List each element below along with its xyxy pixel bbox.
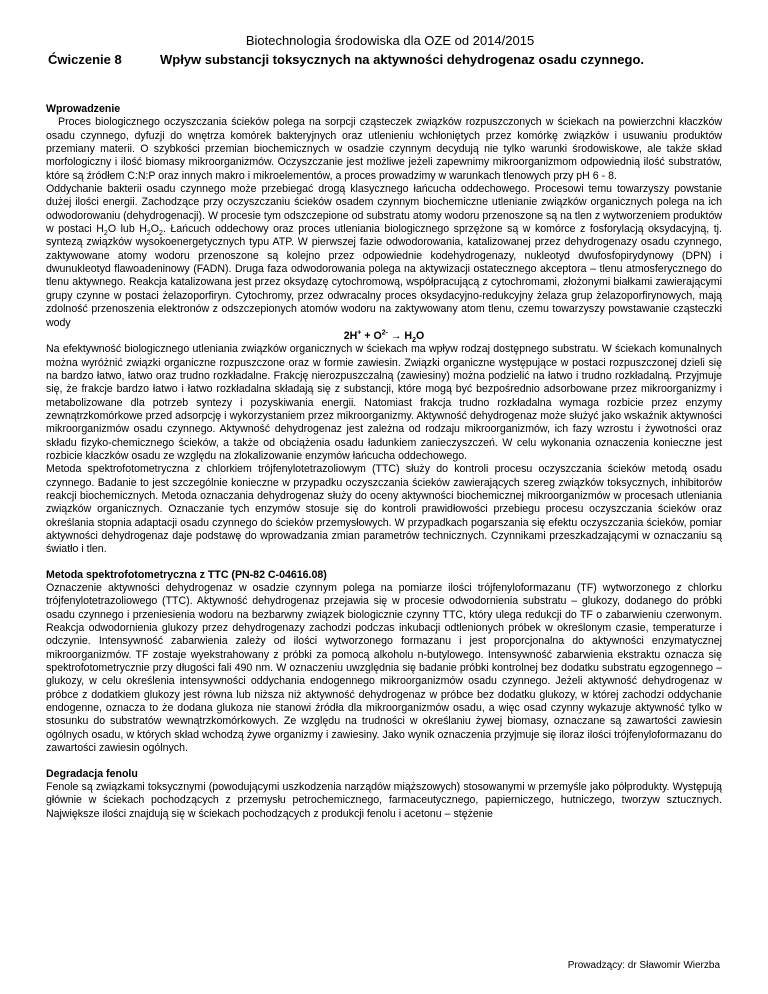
intro-paragraph-2: Oddychanie bakterii osadu czynnego może przebiegać drogą klasycznego łańcucha oddechowego. Procesowi temu towarzyszy powstanie dużej ilości energii. Zachodzące przy oczyszczaniu ścieków osadem czynnym biochemiczne utlenianie związków organicznych polega na ich odwodorowaniu (dehydrogenacji). W procesie tym odszczepione od substratu atomy wodoru przenoszone są na tlen z wytworzeniem produktów w postaci $H_2O$ lub $H_2O_2$. Łańcuch oddechowy oraz proces utleniania biologicznego sprzężone są w komórce z fosforylacją oksydacyjną, tj. syntezą związków wysokoenergetycznych typu ATP. W pierwszej fazie odwodorowania, katalizowanej przez dehydrogenazy osadu czynnego, zaktywowane atomy wodoru przenoszone są kolejno przez odpowiednie kodehydrogenazy, nukleotyd dwufosfopirydynowy (DPN) i dwunukleotyd flawoadeninowy (FADN). Druga faza odwodorowania polega na aktywizacji ostatecznego akceptora – tlenu atmosferycznego do tlenu aktywnego. Reakcja katalizowana jest przez oksydazę cytochromową, współpracującą z cytochromami, złożonymi białkami zawierającymi grupy czynne w postaci żelazoporfiryn. Cytochromy, przez odwracalny proces oksydacyjno-redukcyjny żelaza grup żelazoporfirynowych, mają zdolność przenoszenia elektronów z odszczepionych atomów wodoru na zaktywowany atom tlenu, czemu towarzyszy powstawanie cząsteczki wody: [46, 183, 722, 329]
water-formation-formula: $2H^+ + O^{2-} \to H_2O$: [343, 329, 425, 344]
intro-paragraph-1: Proces biologicznego oczyszczania ścieków polega na sorpcji cząsteczek związków rozpuszczonych w ściekach na powierzchni kłaczków osadu czynnego, dyfuzji do wnętrza komórek bakteryjnych oraz utlenieniu wchłoniętych przez komórkę związków i usuwaniu produktów przemiany materii. O szybkości przemian biochemicznych w osadzie czynnym decydują nie tylko warunki środowiskowe, ale także skład morfologiczny i ilość biomasy mikroorganizmów. Oczyszczanie jest możliwe jeżeli zapewnimy mikroorganizmom odpowiednią ilość substratów, które są źródłem C:N:P oraz innych makro i mikroelementów, a proces prowadzimy w warunkach tlenowych przy pH 6 - 8.: [46, 116, 722, 182]
intro-paragraph-3: Na efektywność biologicznego utleniania związków organicznych w ściekach ma wpływ rodzaj dostępnego substratu. W ściekach komunalnych można wyróżnić związki organiczne rozpuszczone oraz w formie zawiesin. Związki organiczne występujące w postaci rozpuszczonej dzieli się na bardzo łatwo, łatwo oraz trudno rozkładalne. Frakcję nierozpuszczalną (zawiesiny) można podzielić na łatwo i trudno rozkładalną. Przyjmuje się, że frakcje bardzo łatwo i łatwo rozkładalna składają się z substancji, które mogą być bezpośrednio adsorbowane przez mikroorganizmy i metabolizowane dla potrzeb syntezy i pozyskiwania energii. Natomiast frakcja trudno rozkładalna wymaga rozbicie przez enzymy zewnątrzkomórkowe przed adsorpcję i wykorzystaniem przez mikroorganizmy. Aktywność dehydrogenaz może służyć jako wskaźnik aktywności mikroorganizmów osadu czynnego. Aktywność dehydrogenaz jest zależna od rodzaju mikroorganizmów, ich fazy wzrostu i żywotności oraz składu fizyko-chemicznego ścieków, a także od obciążenia osadu ładunkiem zanieczyszczeń. W celu wykonania oznaczenia konieczne jest rozbicie kłaczków osadu ze względu na zlokalizowanie enzymów łańcucha oddechowego.: [46, 343, 722, 462]
document-body: [46, 103, 722, 821]
section-heading-method: Metoda spektrofotometryczna z TTC (PN-82 C-04616.08): [46, 568, 327, 581]
footer-instructor: Prowadzący: dr Sławomir Wierzba: [567, 960, 720, 971]
course-title: Biotechnologia środowiska dla OZE od 2014/2015: [245, 33, 535, 48]
exercise-title: Wpływ substancji toksycznych na aktywności dehydrogenaz osadu czynnego.: [160, 52, 645, 67]
page-header: [0, 33, 768, 69]
phenol-paragraph-1: Fenole są związkami toksycznymi (powodującymi uszkodzenia narządów miąższowych) stosowanymi w przemyśle jako półprodukty. Występują głównie w ściekach pochodzących z przemysłu petrochemicznego, farmaceutycznego, papierniczego, hutniczego, tworzyw sztucznych. Największe ilości znajdują się w ściekach pochodzących z produkcji fenolu i acetonu – stężenie: [46, 780, 722, 820]
section-heading-phenol: Degradacja fenolu: [46, 767, 138, 780]
method-paragraph-1: Oznaczenie aktywności dehydrogenaz w osadzie czynnym polega na pomiarze ilości trójfenyloformazanu (TF) wytworzonego z chlorku trójfenylotetrazoliowego (TTC). Aktywność dehydrogenaz przejawia się w procesie odwodornienia substratu – glukozy, dodanego do próbki osadu czynnego i przeniesienia wodoru na bezbarwny związek biologicznie czynny TTC, który ulega redukcji do TF o zabarwieniu czerwonym. Reakcja odwodornienia glukozy przez dehydrogenazy zachodzi podczas inkubacji odtlenionych próbek w określonym czasie, temperaturze i odczynie. Intensywność zabarwienia zależy od ilości wytworzonego formazanu i jest proporcjonalna do aktywności enzymatycznej mikroorganizmów. TF zostaje wyekstrahowany z próbki za pomocą alkoholu n-butylowego. Intensywność zabarwienia ekstraktu oznacza się spektrofotometrycznie przy długości fali 490 nm. W oznaczeniu uwzględnia się badanie próbki kontrolnej bez dodatku substratu egzogennego – glukozy, w celu określenia intensywności oddychania endogennego mikroorganizmów osadu czynnego. Jeżeli aktywność dehydrogenaz w próbce z dodatkiem glukozy jest równa lub niższa niż aktywność dehydrogenaz w próbce bez dodatku glukozy, w której zachodzi oddychanie endogenne, oznacza to że dodana glukoza nie stanowi źródła dla mikroorganizmów osadu, a więc osad czynny wykazuje aktywność tylko w stosunku do substratów wewnątrzkomórkowych. Ze względu na trudności w określaniu żywej biomasy, oznaczane są zawartości zawiesin ogólnych osadu, w których skład wchodzą żywe organizmy i zawiesiny. Jako wynik oznaczenia przyjmuje się iloraz ilości trójfenyloformazanu do zawartości zawiesin ogólnych.: [46, 582, 722, 755]
exercise-number: Ćwiczenie 8: [48, 52, 122, 67]
header-row: [0, 51, 768, 69]
intro-paragraph-4: Metoda spektrofotometryczna z chlorkiem trójfenylotetrazoliowym (TTC) służy do kontroli procesu oczyszczania ścieków metodą osadu czynnego. Badanie to jest szczególnie konieczne w przypadku oczyszczania ścieków zawierających szereg związków toksycznych, inhibitorów reakcji biochemicznych. Metoda oznaczania dehydrogenaz służy do oceny aktywności biochemicznej mikroorganizmów w procesach utleniania związków organicznych. Oznaczanie tych enzymów stosuje się do kontroli prawidłowości przebiegu procesu oczyszczania ścieków oraz określania stopnia adaptacji osadu czynnego do ścieków przemysłowych. W przypadkach pogarszania się efektu oczyszczania ścieków, pomiar aktywności dehydrogenaz daje podstawę do wprowadzania zmian parametrów technicznych. Czynnikami przeszkadzającymi w oznaczaniu są światło i tlen.: [46, 463, 722, 556]
section-heading-introduction: Wprowadzenie: [46, 103, 121, 115]
